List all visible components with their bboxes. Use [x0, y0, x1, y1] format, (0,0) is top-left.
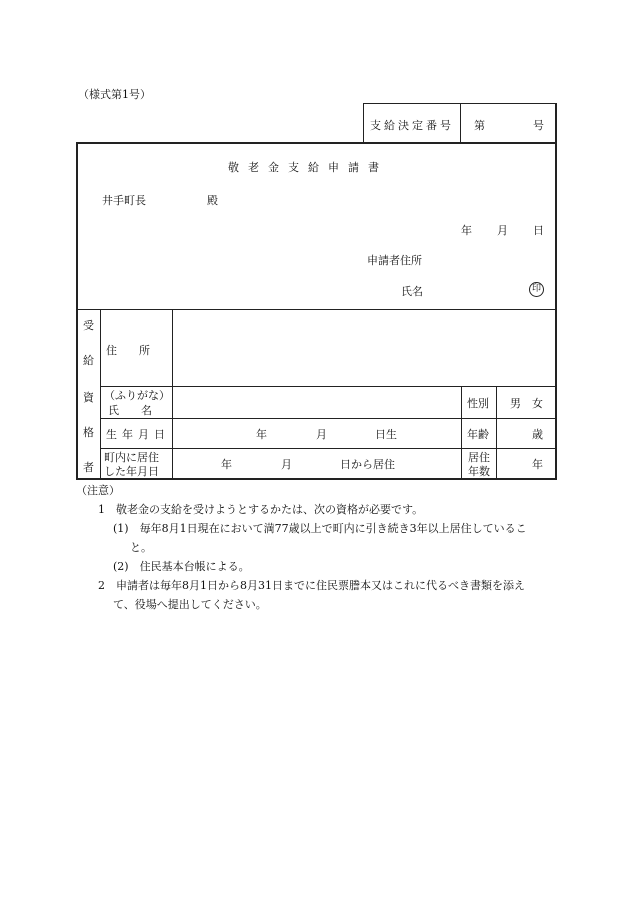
table-top-line	[76, 309, 557, 310]
form-label: （様式第1号）	[78, 88, 151, 101]
birth-month: 月	[316, 428, 327, 441]
qualify-char-5: 者	[83, 461, 94, 474]
age-label: 年齢	[467, 428, 489, 441]
note-item-2a: 2 申請者は毎年8月1日から8月31日までに住民票謄本又はこれに代るべき書類を添え	[98, 579, 525, 592]
note-item-1-1a: (1) 毎年8月1日現在において満77歳以上で町内に引き続き3年以上居住しているこ	[113, 522, 527, 535]
years-label-2: 年数	[468, 465, 490, 478]
document-title: 敬老金支給申請書	[228, 161, 388, 174]
res-month: 月	[281, 458, 292, 471]
residence-label-2: した年月日	[104, 465, 159, 478]
frame-left	[76, 142, 78, 479]
res-year: 年	[221, 458, 232, 471]
notes-heading: （注意）	[76, 484, 120, 497]
col-line-sex-label	[461, 386, 462, 479]
addressee-honorific: 殿	[207, 194, 218, 207]
frame-top	[76, 142, 557, 144]
decision-box-left	[363, 103, 364, 143]
note-item-2b: て、役場へ提出してください。	[113, 598, 267, 611]
name-label: 氏 名	[108, 404, 152, 417]
qualify-char-3: 資	[83, 391, 94, 404]
res-day: 日から居住	[340, 458, 395, 471]
date-year: 年	[461, 224, 472, 237]
col-line-sex-value	[496, 386, 497, 479]
furigana-label: （ふりがな）	[104, 389, 170, 402]
decision-go: 号	[533, 119, 544, 132]
qualify-char-2: 給	[83, 354, 94, 367]
note-item-1: 1 敬老金の支給を受けようとするかたは、次の資格が必要です。	[98, 503, 424, 516]
seal-mark: 印	[529, 282, 544, 297]
years-label-1: 居住	[468, 451, 490, 464]
qualify-char-1: 受	[83, 319, 94, 332]
sex-label: 性別	[467, 397, 489, 410]
col-line-qualify	[100, 309, 101, 479]
age-unit: 歳	[532, 428, 543, 441]
residence-label-1: 町内に居住	[104, 451, 159, 464]
decision-label: 支給決定番号	[370, 119, 454, 132]
sex-options: 男 女	[510, 397, 543, 410]
qualify-char-4: 格	[83, 426, 94, 439]
note-item-1-2: (2) 住民基本台帳による。	[113, 560, 250, 573]
frame-right	[555, 103, 557, 479]
birth-label: 生年月日	[106, 428, 170, 441]
note-item-1-1b: と。	[130, 541, 152, 554]
birth-year: 年	[256, 428, 267, 441]
addressee-name: 井手町長	[102, 194, 146, 207]
date-month: 月	[497, 224, 508, 237]
birth-day: 日生	[375, 428, 397, 441]
date-day: 日	[533, 224, 544, 237]
years-unit: 年	[532, 458, 543, 471]
decision-dai: 第	[474, 119, 485, 132]
col-line-label	[172, 309, 173, 479]
applicant-address-label: 申請者住所	[367, 254, 422, 267]
address-label: 住 所	[106, 344, 150, 357]
row-line-birth	[100, 418, 557, 419]
decision-box-divider	[460, 103, 461, 143]
applicant-name-label: 氏名	[401, 285, 423, 298]
